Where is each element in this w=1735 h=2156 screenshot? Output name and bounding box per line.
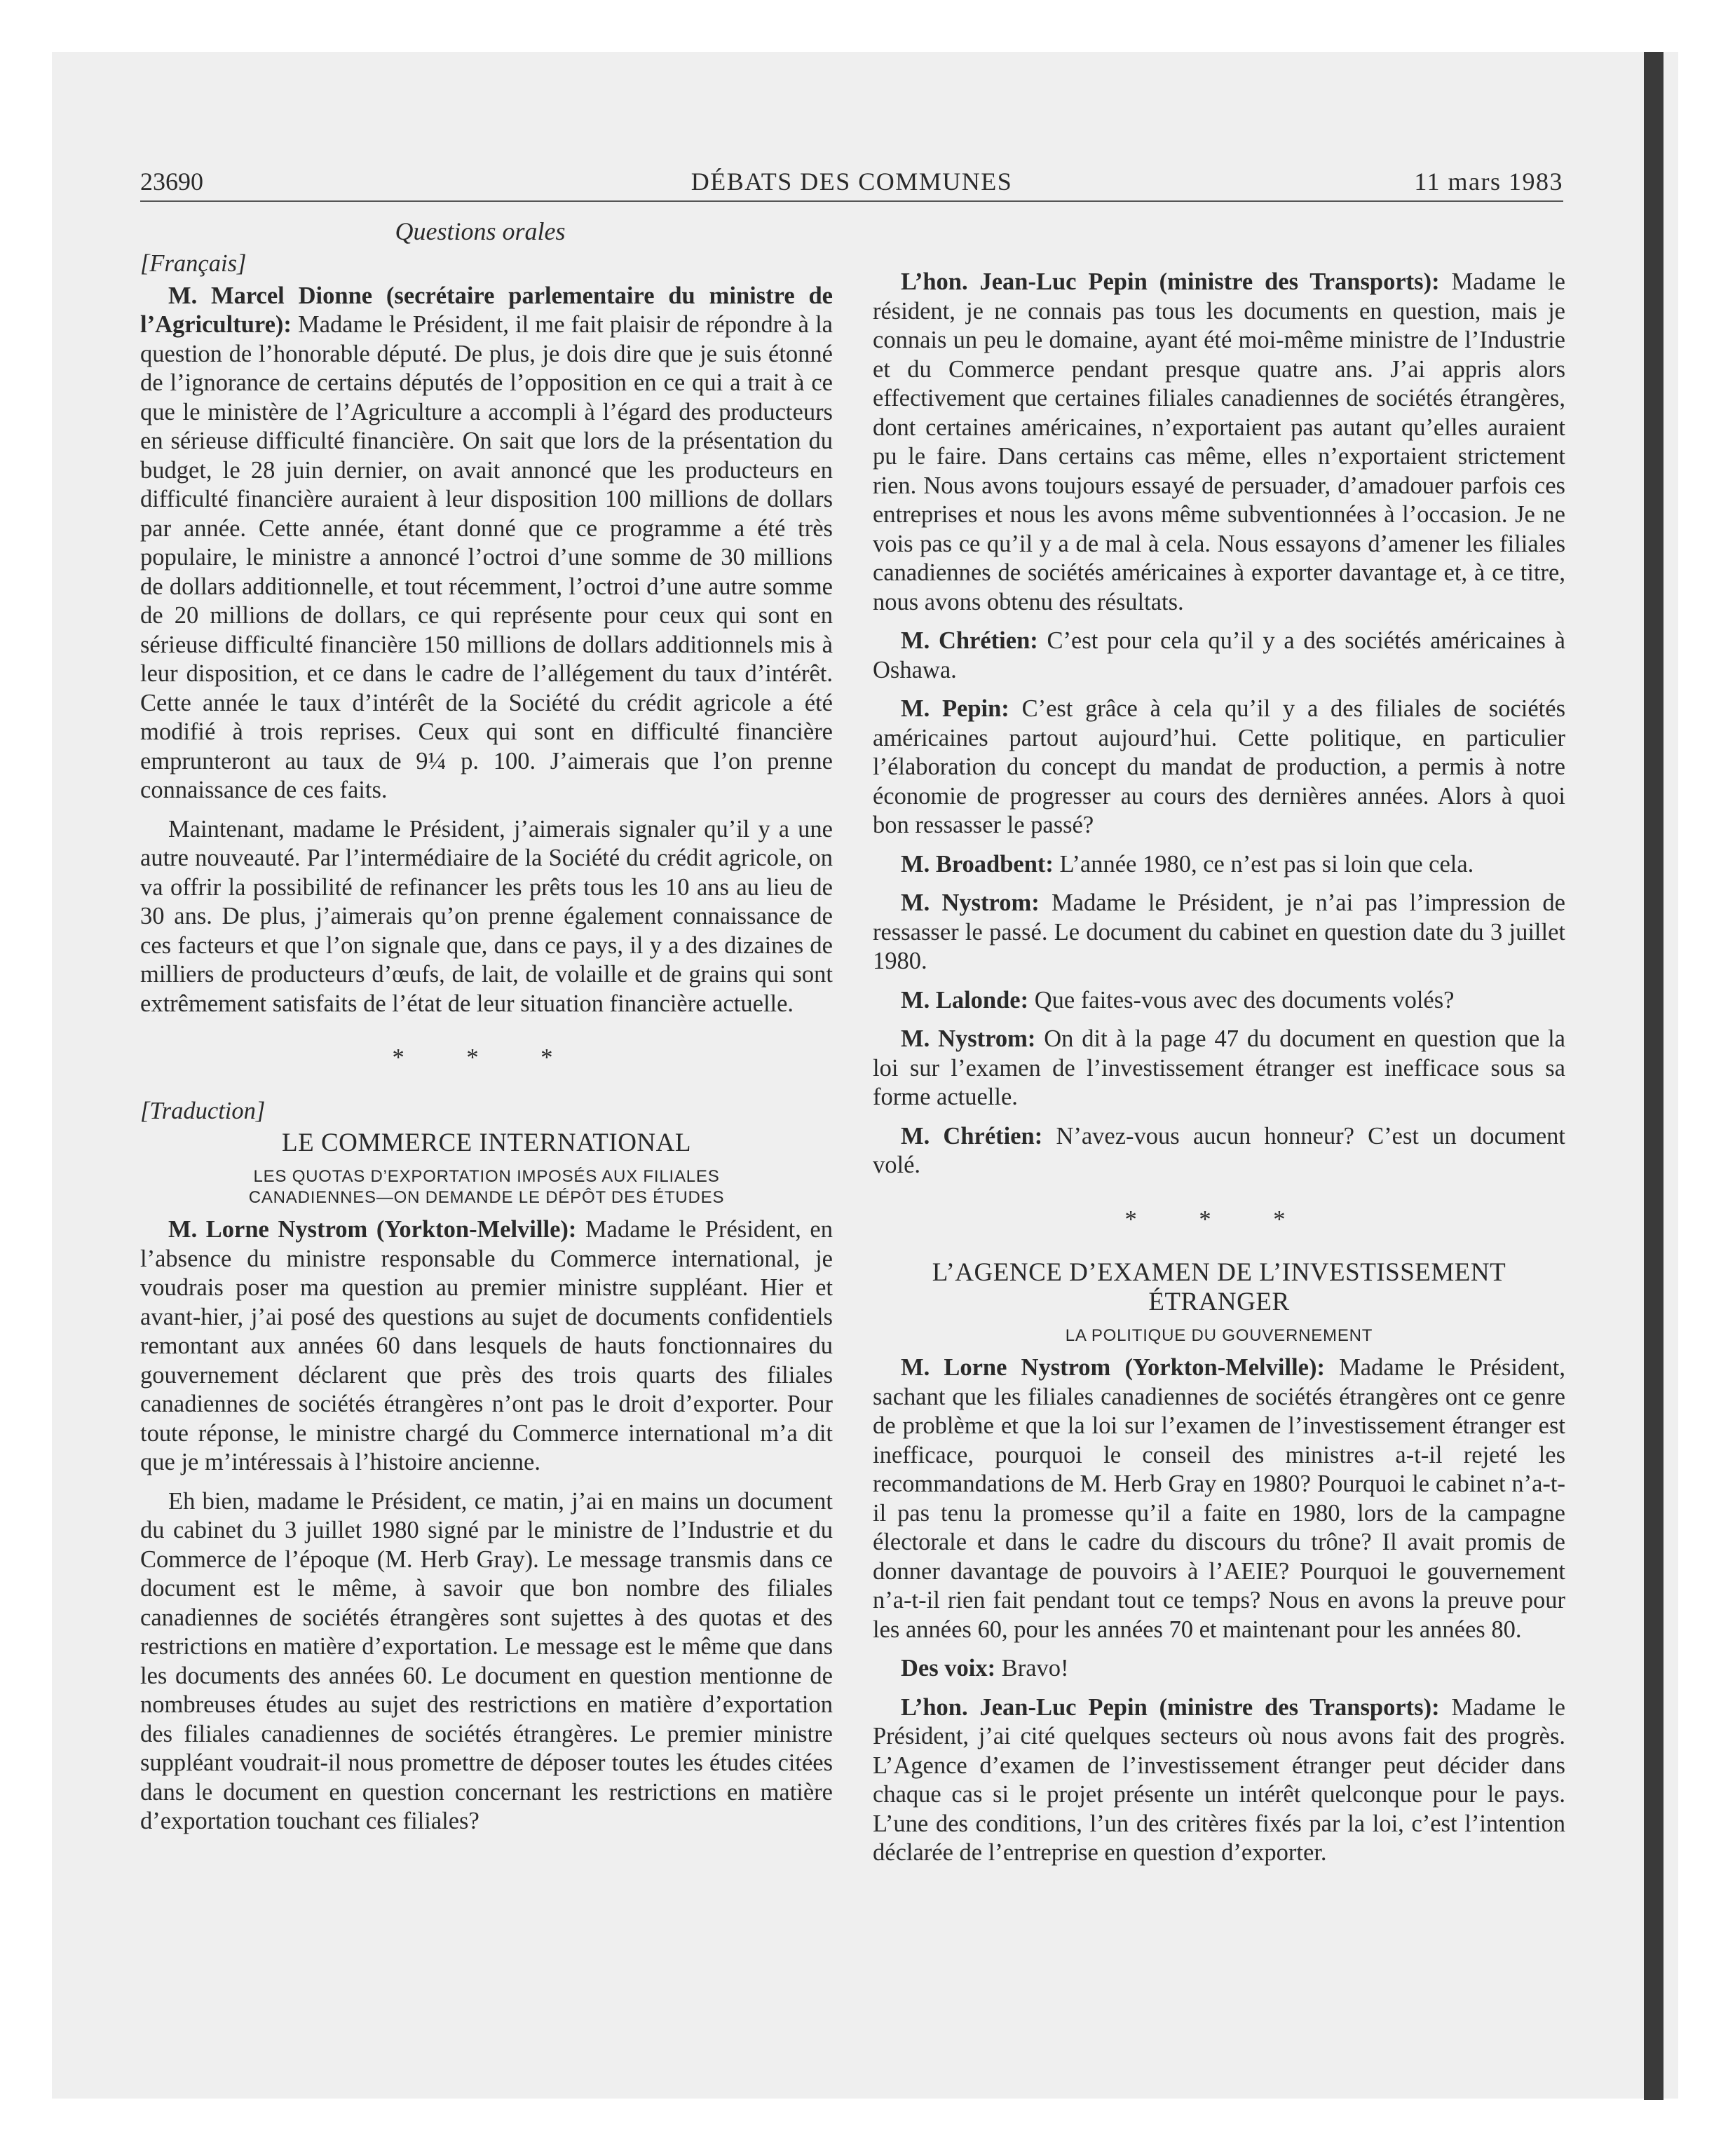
speech-paragraph xyxy=(873,268,1565,617)
speech-text: L’année 1980, ce n’est pas si loin que cela. xyxy=(1053,850,1474,878)
speaker-name: M. Lalonde: xyxy=(901,986,1029,1014)
section-title-line: ÉTRANGER xyxy=(1148,1288,1290,1316)
speech-text: Madame le Président, je n’ai pas l’impression de ressasser le passé. Le document du cabinet en question date du 3 juillet 1980. xyxy=(873,889,1565,974)
section-subtitle xyxy=(140,1166,833,1208)
speaker-name: M. Marcel Dionne (secrétaire parlementaire du ministre de l’Agriculture): xyxy=(140,282,833,338)
section-divider: * * * xyxy=(392,1044,581,1071)
speaker-name: M. Pepin: xyxy=(901,695,1009,722)
speech-paragraph xyxy=(873,695,1565,840)
speech-paragraph xyxy=(873,1122,1565,1180)
speaker-name: M. Nystrom: xyxy=(901,889,1040,916)
right-column xyxy=(873,268,1565,1878)
speech-paragraph xyxy=(140,282,833,805)
speech-text: On dit à la page 47 du document en question que la loi sur l’examen de l’investissement étranger est inefficace sous sa forme actuelle. xyxy=(873,1025,1565,1110)
speech-paragraph xyxy=(873,1654,1565,1684)
speech-text: Madame le Président, en l’absence du ministre responsable du Commerce international, je voudrais poser ma question au premier ministre suppléant. Hier et avant-hier, j’ai posé des questions au sujet de documents confidentiels remontant aux années 60 dans lesquels de hauts fonctionnaires du gouvernement déclarent que près des trois quarts des filiales canadiennes de sociétés étrangères n’ont pas le droit d’exporter. Pour toute réponse, le ministre chargé du Commerce international m’a dit que je m’intéressais à l’histoire ancienne. xyxy=(140,1216,833,1475)
section-title xyxy=(873,1258,1565,1317)
speech-text: Madame le Président, j’ai cité quelques secteurs où nous avons fait des progrès. L’Agence d’examen de l’investissement étranger peut décider dans chaque cas si le projet présente un intérêt quelconque pour le pays. L’une des conditions, l’un des critères fixés par la loi, c’est l’intention déclarée de l’entreprise en question d’exporter. xyxy=(873,1693,1565,1866)
speech-paragraph xyxy=(873,1025,1565,1112)
speech-text: Bravo! xyxy=(995,1655,1069,1681)
language-marker: [Français] xyxy=(140,250,247,277)
section-divider: * * * xyxy=(1124,1206,1314,1233)
speaker-name: M. Lorne Nystrom (Yorkton-Melville): xyxy=(901,1354,1325,1381)
speaker-name: L’hon. Jean-Luc Pepin (ministre des Transports): xyxy=(901,268,1440,295)
speech-text: Madame le résident, je ne connais pas tous les documents en question, mais je connais un peu le domaine, ayant été moi-même ministre de l’Industrie et du Commerce pendant presque quatre ans. J’ai appris alors effectivement que certaines filiales canadiennes de sociétés étrangères, dont certaines américaines, n’exportaient pas autant qu’elles auraient pu le faire. Dans certains cas même, elles n’exportaient strictement rien. Nous avons toujours essayé de persuader, d’amadouer parfois ces entreprises et nous les avons même subventionnées à l’occasion. Je ne vois pas ce qu’il y a de mal à cela. Nous essayons d’amener les filiales canadiennes de sociétés américaines à exporter davantage et, à ce titre, nous avons obtenu des résultats. xyxy=(873,268,1565,615)
document-page xyxy=(140,163,1563,2055)
speech-paragraph xyxy=(873,1353,1565,1644)
section-subtitle: LA POLITIQUE DU GOUVERNEMENT xyxy=(1065,1326,1373,1345)
speaker-name: M. Nystrom: xyxy=(901,1025,1036,1052)
speech-text: C’est pour cela qu’il y a des sociétés américaines à Oshawa. xyxy=(873,627,1565,683)
speech-paragraph xyxy=(873,850,1565,880)
language-marker: [Traduction] xyxy=(140,1097,266,1124)
speaker-name: M. Chrétien: xyxy=(901,1122,1043,1149)
speaker-name: M. Lorne Nystrom (Yorkton-Melville): xyxy=(168,1216,577,1243)
subtitle-line: CANADIENNES—ON DEMANDE LE DÉPÔT DES ÉTUDES xyxy=(248,1188,725,1207)
running-header xyxy=(140,163,1563,202)
speech-paragraph xyxy=(873,1693,1565,1868)
speech-text: N’avez-vous aucun honneur? C’est un document volé. xyxy=(873,1122,1565,1178)
scan-edge-shadow xyxy=(1644,52,1663,2100)
page-number: 23690 xyxy=(140,168,203,196)
speaker-name: L’hon. Jean-Luc Pepin (ministre des Transports): xyxy=(901,1693,1440,1721)
speaker-name: Des voix: xyxy=(901,1655,996,1681)
publication-title: DÉBATS DES COMMUNES xyxy=(690,168,1013,196)
left-column xyxy=(140,250,833,1846)
speech-text: C’est grâce à cela qu’il y a des filiales de sociétés américaines partout aujourd’hui. Cette politique, en particulier l’élaboration du concept du mandat de production, a permis à notre économie de progresser au cours des dernières années. Alors à quoi bon ressasser le passé? xyxy=(873,695,1565,838)
speech-text: Madame le Président, sachant que les filiales canadiennes de sociétés étrangères ont ce genre de problème et que la loi sur l’examen de l’investissement étranger est inefficace, pourquoi le conseil des ministres a-t-il rejeté les recommandations de M. Herb Gray en 1980? Pourquoi le cabinet n’a-t-il pas tenu la promesse qu’il a faite en 1980, lors de la campagne électorale et dans le cadre du discours du trône? Il avait promis de donner davantage de pouvoirs à l’AEIE? Pourquoi le gouvernement n’a-t-il rien fait pendant tout ce temps? Nous en avons la preuve pour les années 60, pour les années 70 et maintenant pour les années 80. xyxy=(873,1354,1565,1643)
publication-date: 11 mars 1983 xyxy=(1414,168,1563,196)
speech-paragraph xyxy=(873,627,1565,685)
speaker-name: M. Chrétien: xyxy=(901,627,1038,654)
speech-paragraph: Maintenant, madame le Président, j’aimerais signaler qu’il y a une autre nouveauté. Par l’intermédiaire de la Société du crédit agricole, on va offrir la possibilité de refinancer les prêts tous les 10 ans au lieu de 30 ans. De plus, j’aimerais qu’on prenne également connaissance de ces facteurs et que l’on signale que, dans ce pays, il y a des dizaines de milliers de producteurs d’œufs, de lait, de volaille et de grains qui sont extrêmement satisfaits de l’état de leur situation financière actuelle. xyxy=(140,815,833,1017)
speech-paragraph xyxy=(873,889,1565,976)
section-title-line: L’AGENCE D’EXAMEN DE L’INVESTISSEMENT xyxy=(932,1258,1506,1287)
speech-paragraph xyxy=(140,1215,833,1478)
speech-text: Madame le Président, il me fait plaisir de répondre à la question de l’honorable député. De plus, je dois dire que je suis étonné de l’ignorance de certains députés de l’opposition en ce qui a trait à ce que le ministère de l’Agriculture a accompli à l’égard des producteurs en sérieuse difficulté financière. On sait que lors de la présentation du budget, le 28 juin dernier, on avait annoncé que les producteurs en difficulté financière auraient à leur disposition 100 millions de dollars par année. Cette année, étant donné que ce programme a été très populaire, le ministre a annoncé l’octroi d’une somme de 30 millions de dollars additionnelle, et tout récemment, l’octroi d’une autre somme de 20 millions de dollars, ce qui représente pour ceux qui sont en sérieuse difficulté financière 150 millions de dollars additionnels mis à leur disposition, et ce dans le cadre de l’allégement du taux d’intérêt. Cette année le taux d’intérêt de la Société du crédit agricole a été modifié à trois reprises. Ceux qui sont en difficulté financière emprunteront au taux de 9¼ p. 100. J’aimerais que l’on prenne connaissance de ces faits. xyxy=(140,311,833,803)
section-label: Questions orales xyxy=(395,217,566,245)
speech-paragraph: Eh bien, madame le Président, ce matin, j’ai en mains un document du cabinet du 3 juillet 1980 signé par le ministre de l’Industrie et du Commerce de l’époque (M. Herb Gray). Le message transmis dans ce document est le même, à savoir que bon nombre des filiales canadiennes de sociétés étrangères sont sujettes à des quotas et des restrictions en matière d’exportation. Le message est le même que dans les documents des années 60. Le document en question mentionne de nombreuses études au sujet des restrictions en matière d’exportation des filiales canadiennes de sociétés étrangères. Le premier ministre suppléant voudrait-il nous promettre de déposer toutes les études citées dans le document en question concernant les restrictions en matière d’exportation touchant ces filiales? xyxy=(140,1487,833,1834)
speech-text: Que faites-vous avec des documents volés? xyxy=(1028,986,1455,1014)
section-title: LE COMMERCE INTERNATIONAL xyxy=(282,1128,691,1157)
speaker-name: M. Broadbent: xyxy=(901,850,1054,878)
subtitle-line: LES QUOTAS D’EXPORTATION IMPOSÉS AUX FILIALES xyxy=(253,1167,720,1186)
speech-paragraph xyxy=(873,986,1565,1016)
